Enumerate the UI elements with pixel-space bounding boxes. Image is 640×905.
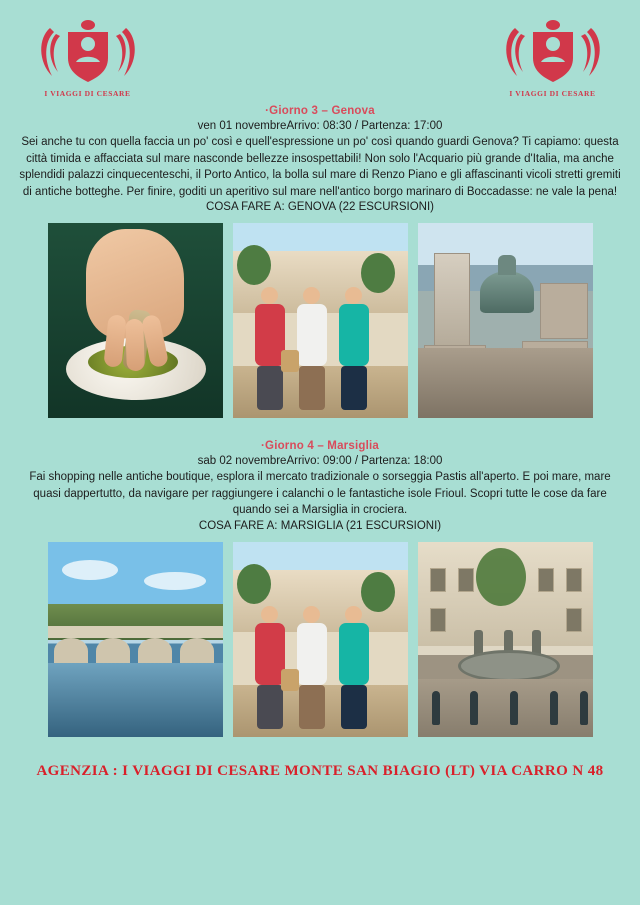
photo-row-marsiglia — [0, 542, 640, 737]
day-title: ·Giorno 4 – Marsiglia — [261, 440, 379, 452]
logo-right — [495, 18, 610, 108]
page-header — [0, 0, 640, 105]
photo-row-genova — [0, 223, 640, 418]
day-excursions-link[interactable]: COSA FARE A: GENOVA (22 ESCURSIONI) — [206, 201, 434, 213]
day-description: Fai shopping nelle antiche boutique, esplora il mercato tradizionale o sorseggia Pastis all'aperto. E poi mare, mare quasi dappertutto, da navigare per raggiungere i calanchi o le fantastiche isole Frioul. Scopri tutte le cose da fare quando sei a Marsiglia in crociera. — [29, 471, 611, 516]
agency-footer: AGENZIA : I VIAGGI DI CESARE MONTE SAN BIAGIO (LT) VIA CARRO N 48 — [36, 762, 604, 779]
laurel-shield-logo-icon — [495, 18, 610, 88]
photo-pesto-mortar — [48, 223, 223, 418]
photo-genova-cityscape — [418, 223, 593, 418]
day-block-marsiglia — [0, 440, 640, 532]
logo-right-label: I VIAGGI DI CESARE — [509, 89, 596, 98]
photo-tourists-guide — [233, 223, 408, 418]
laurel-shield-logo-icon — [30, 18, 145, 88]
logo-left-label: I VIAGGI DI CESARE — [44, 89, 131, 98]
day-times: sab 02 novembreArrivo: 09:00 / Partenza: 18:00 — [197, 455, 443, 467]
photo-aix-fountain — [418, 542, 593, 737]
logo-left — [30, 18, 145, 108]
photo-tourists-guide — [233, 542, 408, 737]
day-block-genova — [0, 105, 640, 213]
day-excursions-link[interactable]: COSA FARE A: MARSIGLIA (21 ESCURSIONI) — [198, 519, 442, 532]
day-description: Sei anche tu con quella faccia un po' così e quell'espressione un po' così quando guardi Genova? Ti capiamo: questa città timida e affacciata sul mare nasconde bellezze insospettabili! Non solo l'Acquario più grande d'Italia, ma anche splendidi palazzi cinquecenteschi, il Porto Antico, la bolla sul mare di Renzo Piano e gli affascinanti vicoli stretti gremiti di antiche botteghe. Per finire, goditi un aperitivo sul mare nell'antico borgo marinaro di Boccadasse: ne vale la pena! — [19, 136, 621, 198]
day-title: ·Giorno 3 – Genova — [265, 105, 375, 117]
day-times: ven 01 novembreArrivo: 08:30 / Partenza: 17:00 — [197, 120, 443, 132]
photo-avignon-bridge — [48, 542, 223, 737]
